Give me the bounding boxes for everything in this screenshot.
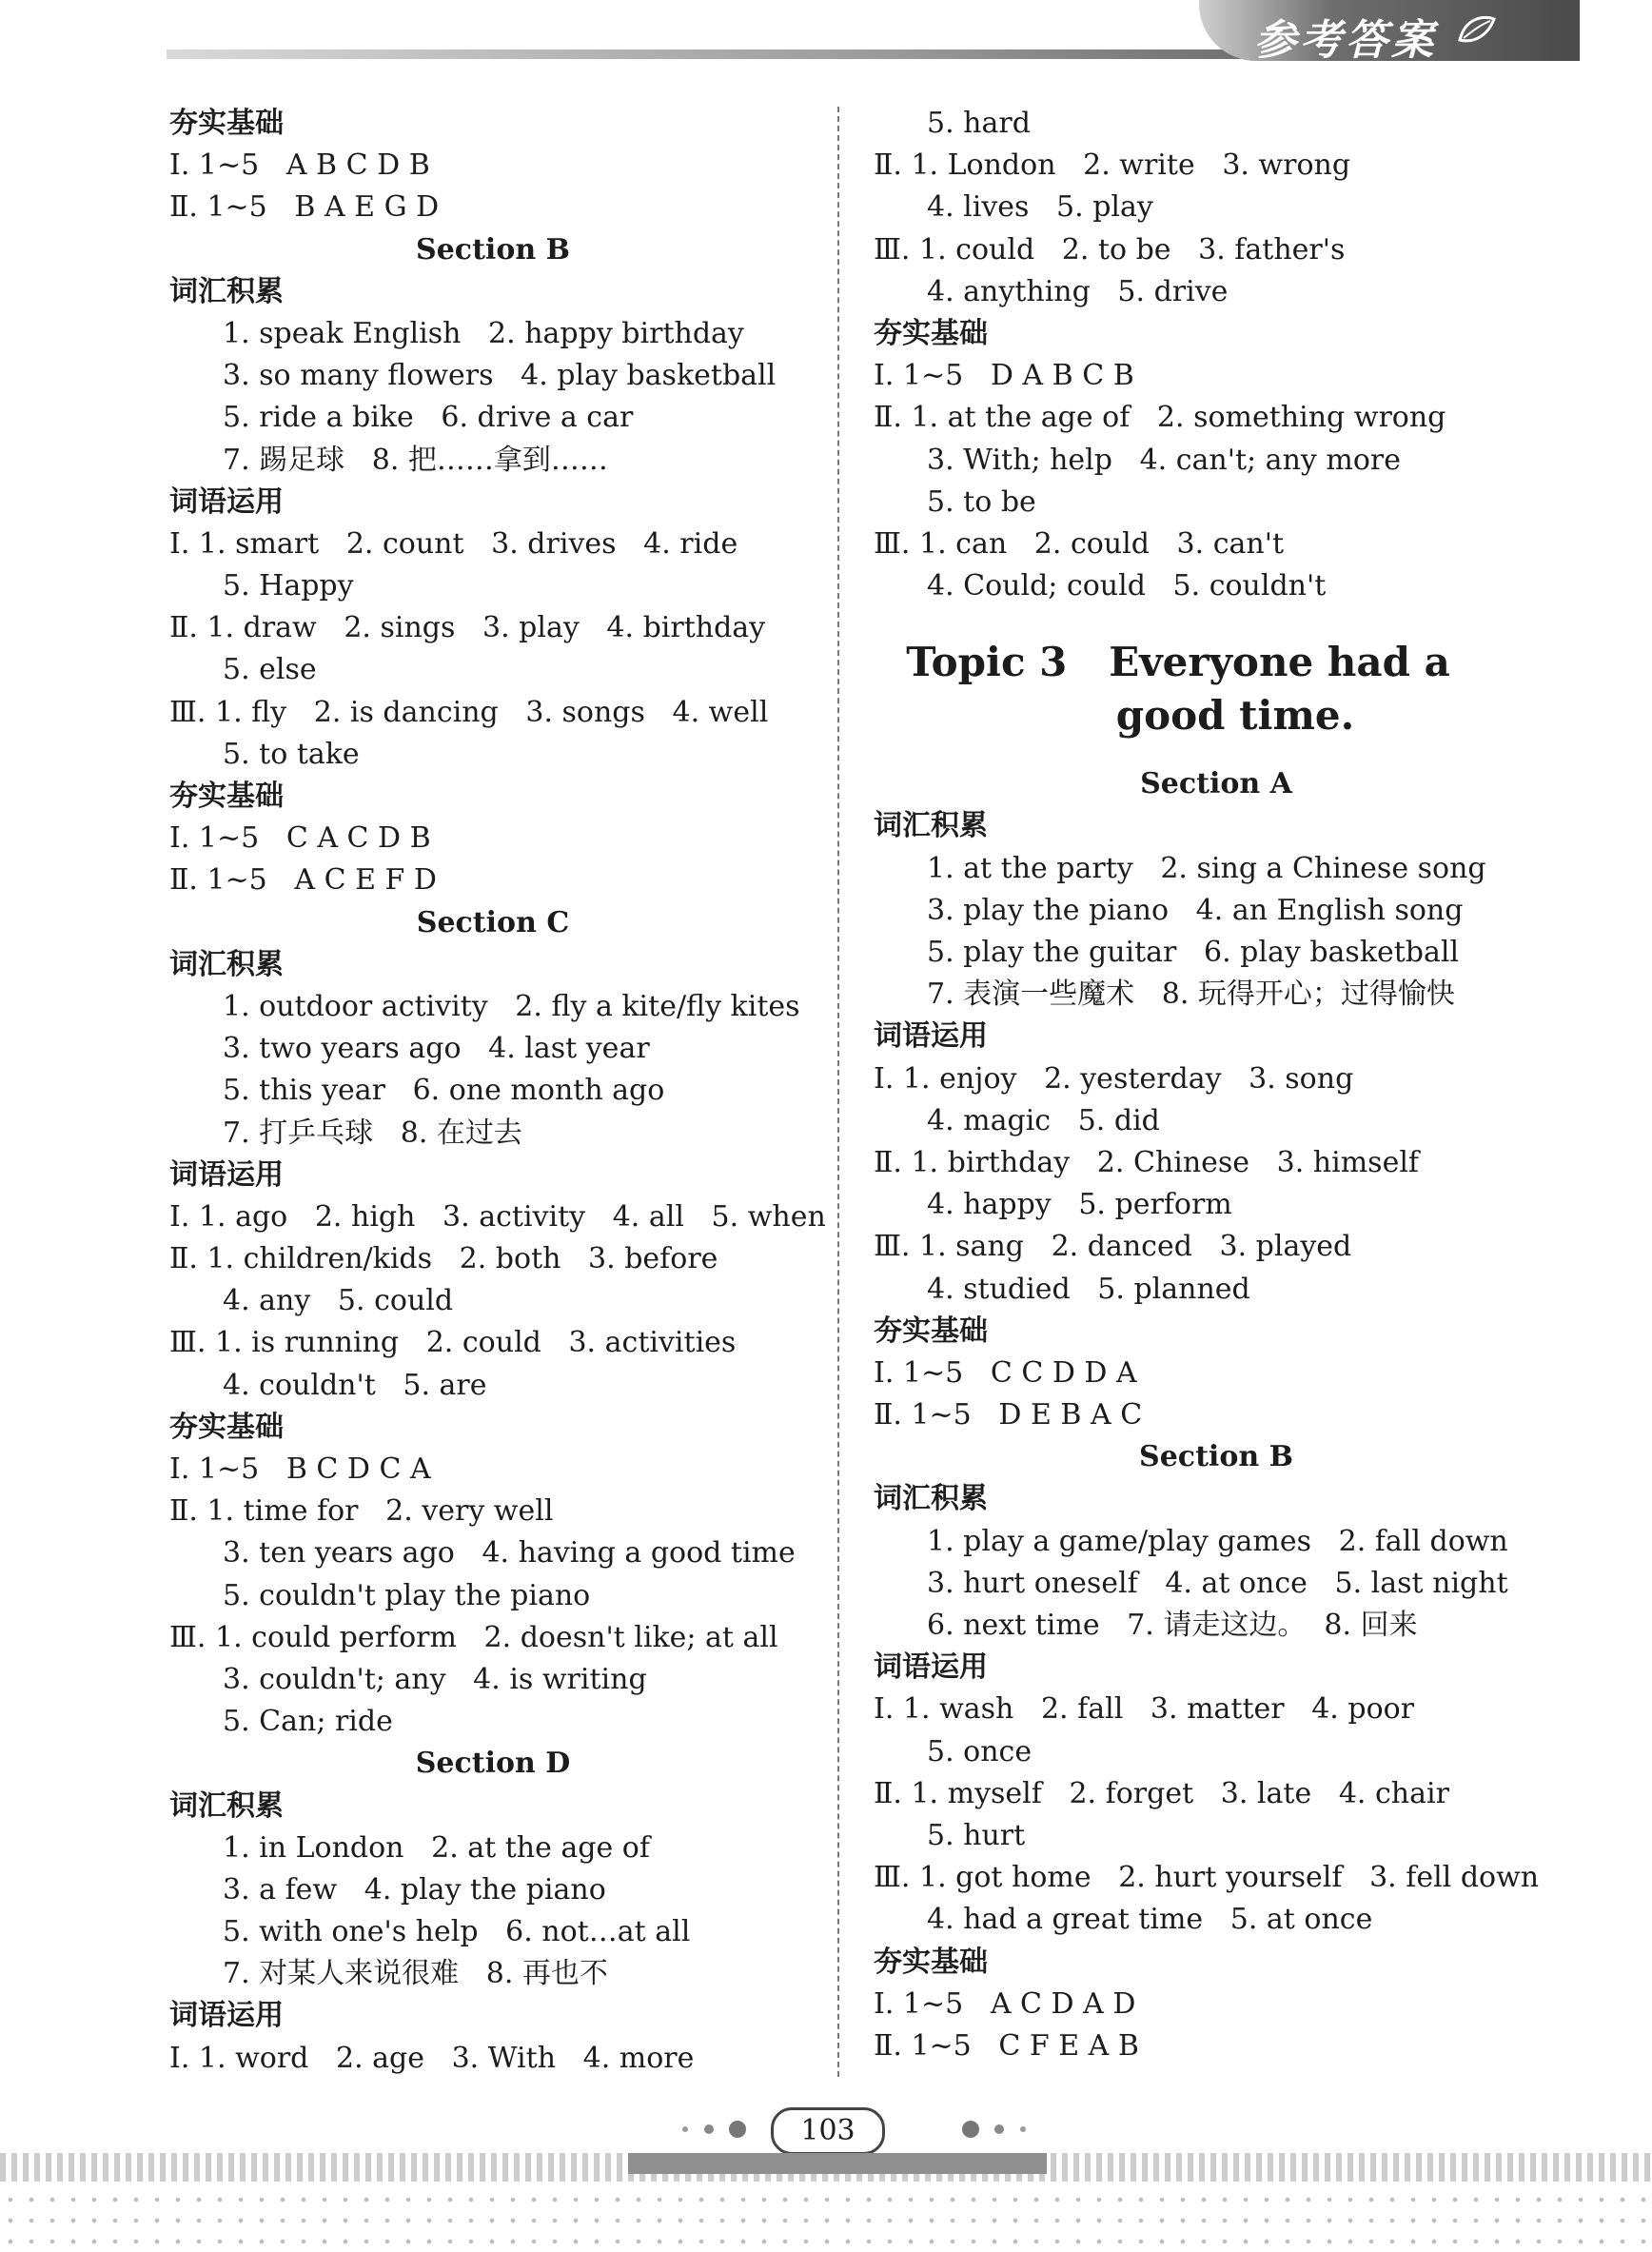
answer-line: Ⅰ. 1~5 D A B C B [874,359,1134,393]
answer-line: 3. a few 4. play the piano [223,1872,606,1906]
answer-line: Ⅱ. 1. children/kids 2. both 3. before [169,1242,718,1276]
answer-line: 5. else [223,653,317,687]
answer-line: Ⅱ. 1. time for 2. very well [169,1494,554,1529]
answer-line: 1. outdoor activity 2. fly a kite/fly kites [223,989,800,1023]
answer-line: Ⅱ. 1. birthday 2. Chinese 3. himself [874,1145,1420,1179]
subsection-heading: 词语运用 [169,484,284,519]
answer-line: Ⅲ. 1. fly 2. is dancing 3. songs 4. well [169,695,769,729]
section-title: Section B [1139,1440,1293,1474]
subsection-heading: 夯实基础 [169,107,284,140]
answer-line: 3. two years ago 4. last year [223,1032,650,1066]
answer-line: Ⅰ. 1. word 2. age 3. With 4. more [169,2041,695,2075]
answer-line: Ⅰ. 1~5 B C D C A [169,1452,431,1486]
answer-line: 4. couldn't 5. are [223,1368,487,1402]
subsection-heading: 词汇积累 [169,947,284,981]
subsection-heading: 夯实基础 [874,316,988,350]
subsection-heading: 词汇积累 [169,274,284,308]
answer-line: 3. hurt oneself 4. at once 5. last night [927,1566,1508,1600]
answer-line: Ⅱ. 1. myself 2. forget 3. late 4. chair [874,1776,1449,1810]
leaf-icon [1456,11,1498,49]
answer-line: 5. hard [927,107,1031,140]
answer-line: Ⅱ. 1. at the age of 2. something wrong [874,401,1446,435]
answer-line: Ⅲ. 1. could perform 2. doesn't like; at all [169,1620,778,1654]
topic-title-line2: good time. [1115,692,1355,740]
answer-line: 5. play the guitar 6. play basketball [927,936,1460,969]
answer-line: Ⅲ. 1. can 2. could 3. can't [874,526,1285,561]
answer-line: 5. hurt [927,1818,1026,1852]
answer-line: Ⅰ. 1. smart 2. count 3. drives 4. ride [169,526,738,561]
answer-line: Ⅰ. 1~5 A C D A D [874,1986,1136,2021]
topic-title [874,636,1483,742]
subsection-heading: 夯实基础 [169,1410,284,1444]
answer-line: 3. ten years ago 4. having a good time [223,1536,796,1570]
answer-line: 7. 打乒乓球 8. 在过去 [223,1116,522,1150]
answer-line: Ⅲ. 1. sang 2. danced 3. played [874,1230,1352,1264]
answer-line: Ⅱ. 1~5 C F E A B [874,2028,1139,2063]
right-column [874,103,1559,2067]
answer-line: 4. studied 5. planned [927,1272,1250,1306]
answer-line: 5. Can; ride [223,1705,393,1739]
answer-line: 4. Could; could 5. couldn't [927,569,1327,603]
answer-line: Ⅰ. 1. wash 2. fall 3. matter 4. poor [874,1692,1415,1727]
section-title: Section C [416,905,570,939]
answer-line: 3. so many flowers 4. play basketball [223,359,777,393]
answer-line: Ⅰ. 1. ago 2. high 3. activity 4. all 5. when [169,1199,826,1234]
answer-line: 3. couldn't; any 4. is writing [223,1662,647,1696]
subsection-heading: 词语运用 [874,1019,988,1054]
answer-line: 5. Happy [223,569,354,603]
answer-line: Ⅱ. 1~5 A C E F D [169,863,437,898]
left-column [169,103,826,2080]
answer-line: Ⅱ. 1. London 2. write 3. wrong [874,148,1351,183]
right-column-bottom [874,763,1559,2067]
section-title: Section A [1140,767,1292,801]
answer-line: 4. magic 5. did [927,1103,1160,1137]
answer-line: 6. next time 7. 请走这边。 8. 回来 [927,1609,1418,1642]
answer-line: 1. at the party 2. sing a Chinese song [927,851,1486,885]
answer-line: 4. had a great time 5. at once [927,1903,1373,1937]
subsection-heading: 词汇积累 [169,1788,284,1823]
answer-line: 5. once [927,1734,1032,1768]
answer-line: Ⅱ. 1~5 B A E G D [169,190,440,225]
answer-line: 1. speak English 2. happy birthday [223,316,744,350]
answer-line: Ⅲ. 1. could 2. to be 3. father's [874,232,1346,267]
subsection-heading: 词汇积累 [874,809,988,843]
answer-line: 4. any 5. could [223,1284,454,1318]
answer-line: 5. this year 6. one month ago [223,1074,665,1108]
page-number: 103 [771,2107,885,2155]
answer-line: Ⅲ. 1. is running 2. could 3. activities [169,1326,737,1360]
right-column-top [874,103,1559,607]
subsection-heading: 夯实基础 [874,1314,988,1348]
answer-line: Ⅱ. 1. draw 2. sings 3. play 4. birthday [169,611,766,645]
answer-line: 3. play the piano 4. an English song [927,893,1464,927]
subsection-heading: 词语运用 [874,1650,988,1685]
answer-line: 5. ride a bike 6. drive a car [223,401,634,435]
answer-line: Ⅰ. 1. enjoy 2. yesterday 3. song [874,1061,1354,1096]
page-header-title: 参考答案 [1254,16,1437,65]
answer-line: 5. couldn't play the piano [223,1578,591,1612]
answer-line: 7. 对某人来说很难 8. 再也不 [223,1957,608,1991]
section-title: Section B [416,232,570,267]
subsection-heading: 词语运用 [169,1999,284,2033]
subsection-heading: 夯实基础 [169,780,284,813]
answer-line: 5. to take [223,737,360,771]
answer-line: Ⅰ. 1~5 C A C D B [169,821,431,856]
answer-line: 4. lives 5. play [927,190,1153,225]
answer-line: 7. 踢足球 8. 把……拿到…… [223,443,608,477]
answer-line: 4. anything 5. drive [927,274,1229,308]
answer-line: 1. in London 2. at the age of [223,1830,650,1865]
subsection-heading: 词汇积累 [874,1482,988,1516]
subsection-heading: 夯实基础 [874,1945,988,1979]
answer-line: Ⅱ. 1~5 D E B A C [874,1398,1143,1432]
subsection-heading: 词语运用 [169,1157,284,1192]
answer-line: Ⅰ. 1~5 C C D D A [874,1355,1137,1390]
answer-line: 7. 表演一些魔术 8. 玩得开心；过得愉快 [927,978,1455,1012]
answer-line: 4. happy 5. perform [927,1188,1232,1222]
answer-line: 5. to be [927,484,1036,519]
answer-line: 1. play a game/play games 2. fall down [927,1524,1508,1558]
answer-line: Ⅲ. 1. got home 2. hurt yourself 3. fell down [874,1861,1540,1895]
footer-pattern [0,2189,1652,2252]
section-title: Section D [415,1747,571,1781]
topic-title-line1: Topic 3 Everyone had a [906,639,1450,686]
column-divider [837,107,839,2077]
answer-line: Ⅰ. 1~5 A B C D B [169,148,430,183]
footer-bar [628,2153,1047,2174]
answer-line: 3. With; help 4. can't; any more [927,443,1401,477]
answer-line: 5. with one's help 6. not…at all [223,1915,691,1949]
